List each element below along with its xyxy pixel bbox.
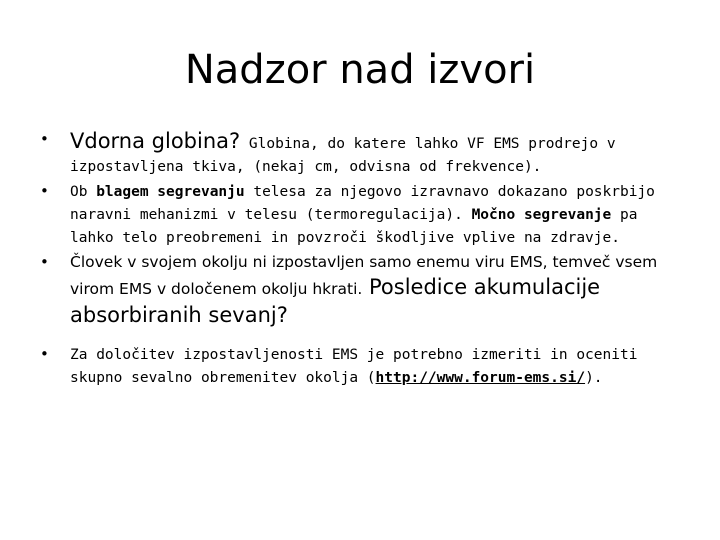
bullet-item [36,180,686,249]
bullet-list [36,128,686,389]
bullet-text: Človek v svojem okolju ni izpostavljen samo enemu viru EMS, temveč vsem virom EMS v določenem okolju hkrati. [70,253,658,298]
bullet-item [36,343,686,389]
bullet-glyph: • [40,253,49,271]
bullet-text: telesa za njegovo izravnavo dokazano poskrbijo naravni mehanizmi v telesu (termoregulacija). [70,184,655,223]
bullet-bold-text: Močno segrevanje [471,207,612,223]
bullet-bold-text: blagem segrevanju [96,184,245,200]
bullet-glyph: • [40,130,49,148]
bullet-lead-text: Vdorna globina? [70,129,241,153]
bullet-text: Ob [70,184,97,200]
forum-ems-link[interactable]: http://www.forum-ems.si/ [375,370,586,386]
bullet-item [36,128,686,178]
bullet-item [36,251,686,329]
bullet-tail-text: Posledice akumulacije absorbiranih sevanj? [70,275,601,327]
bullet-text: Globina, do katere lahko VF EMS prodrejo v izpostavljena tkiva, (nekaj cm, odvisna od frekvence). [70,136,616,175]
bullet-glyph: • [40,345,49,363]
bullet-text: ). [585,370,603,386]
bullet-text: pa lahko telo preobremeni in povzroči škodljive vplive na zdravje. [70,207,638,246]
slide-title: Nadzor nad izvori [184,47,536,93]
bullet-text: Za določitev izpostavljenosti EMS je potrebno izmeriti in oceniti skupno sevalno obremenitev okolja ( [70,347,638,386]
bullet-glyph: • [40,182,49,200]
